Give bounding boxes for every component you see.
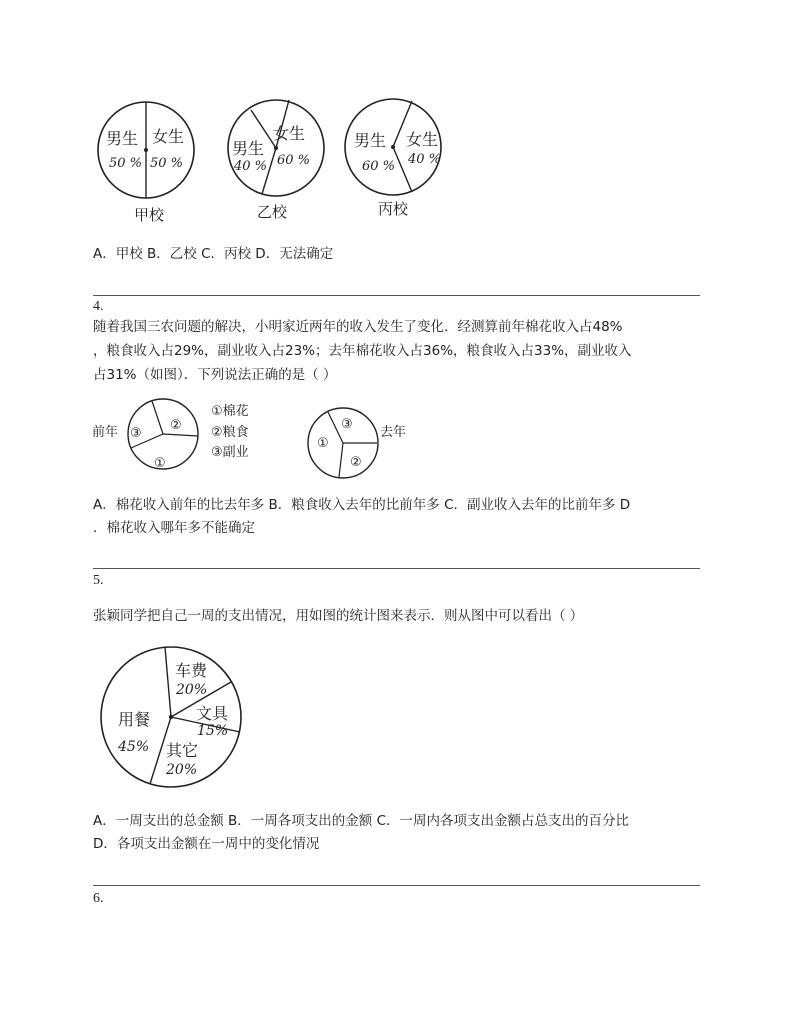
slice-stationery-pct: 15% <box>197 723 229 739</box>
q4-text-line-1: 随着我国三农问题的解决，小明家近两年的收入发生了变化．经测算前年棉花收入占48% <box>93 319 623 335</box>
legend-cotton: ①棉花 <box>211 404 249 419</box>
pie-yi <box>228 100 324 221</box>
pie-jia <box>98 102 194 224</box>
jia-right-pct: 50 % <box>150 156 184 171</box>
q5-pie-chart <box>98 645 248 790</box>
pie-bing <box>345 99 441 218</box>
q6-number: 6. <box>93 891 104 906</box>
jia-right-label: 女生 <box>152 127 185 146</box>
yi-right-label: 女生 <box>273 124 306 143</box>
jia-left-pct: 50 % <box>109 156 143 171</box>
q4-number: 4. <box>93 299 104 314</box>
q4-pie-last-year-before <box>128 399 198 471</box>
slice-meal-pct: 45% <box>118 739 150 755</box>
q4-options-line-2: ．棉花收入哪年多不能确定 <box>93 520 255 536</box>
slice-fare-label: 车费 <box>175 661 208 680</box>
slice-fare-pct: 20% <box>176 682 208 698</box>
yi-left-pct: 40 % <box>234 159 268 174</box>
jia-left-label: 男生 <box>106 129 139 148</box>
bing-right-pct: 40 % <box>408 152 442 167</box>
q4-pie2-marker-2: ② <box>350 455 362 470</box>
slice-stationery-label: 文具 <box>196 704 229 723</box>
q4-pie1-label: 前年 <box>92 425 119 440</box>
legend-sideline: ③副业 <box>211 445 249 460</box>
divider <box>93 295 700 296</box>
q5-options-line-1: A．一周支出的总金额 B．一周各项支出的金额 C．一周内各项支出金额占总支出的百分比 <box>93 813 630 829</box>
yi-right-pct: 60 % <box>277 153 311 168</box>
q4-text-line-3: 占31%（如图）．下列说法正确的是（ ） <box>93 367 337 383</box>
q4-pie2-marker-3: ③ <box>341 417 353 432</box>
q4-pie2-label: 去年 <box>380 425 407 440</box>
q3-pie-charts <box>90 92 460 230</box>
jia-school-name: 甲校 <box>134 206 165 224</box>
bing-right-label: 女生 <box>406 130 439 149</box>
divider <box>93 568 700 569</box>
q4-pie-last-year <box>308 408 378 478</box>
q4-options-line-1: A．棉花收入前年的比去年多 B．粮食收入去年的比前年多 C．副业收入去年的比前年多 D <box>93 497 631 513</box>
divider <box>93 885 700 886</box>
yi-left-label: 男生 <box>232 139 265 158</box>
q5-text: 张颖同学把自己一周的支出情况，用如图的统计图来表示．则从图中可以看出（ ） <box>93 608 584 624</box>
q4-pie1-marker-2: ② <box>170 418 182 433</box>
yi-school-name: 乙校 <box>257 203 288 221</box>
bing-left-label: 男生 <box>354 131 387 150</box>
q4-pie2-marker-1: ① <box>317 436 329 451</box>
q5-number: 5. <box>93 573 104 588</box>
q5-options-line-2: D．各项支出金额在一周中的变化情况 <box>93 836 320 852</box>
q4-text-line-2: ，粮食收入占29%，副业收入占23%；去年棉花收入占36%，粮食收入占33%，副业收入 <box>93 343 632 359</box>
slice-other-label: 其它 <box>166 741 199 760</box>
slice-other-pct: 20% <box>166 762 198 778</box>
q3-options: A．甲校 B．乙校 C．丙校 D．无法确定 <box>93 246 334 262</box>
q4-pie1-marker-1: ① <box>154 456 166 471</box>
q4-pie-charts <box>90 398 420 488</box>
legend-grain: ②粮食 <box>211 425 249 440</box>
bing-school-name: 丙校 <box>378 200 409 218</box>
slice-meal-label: 用餐 <box>118 710 151 729</box>
q4-pie1-marker-3: ③ <box>130 426 142 441</box>
bing-left-pct: 60 % <box>362 159 396 174</box>
